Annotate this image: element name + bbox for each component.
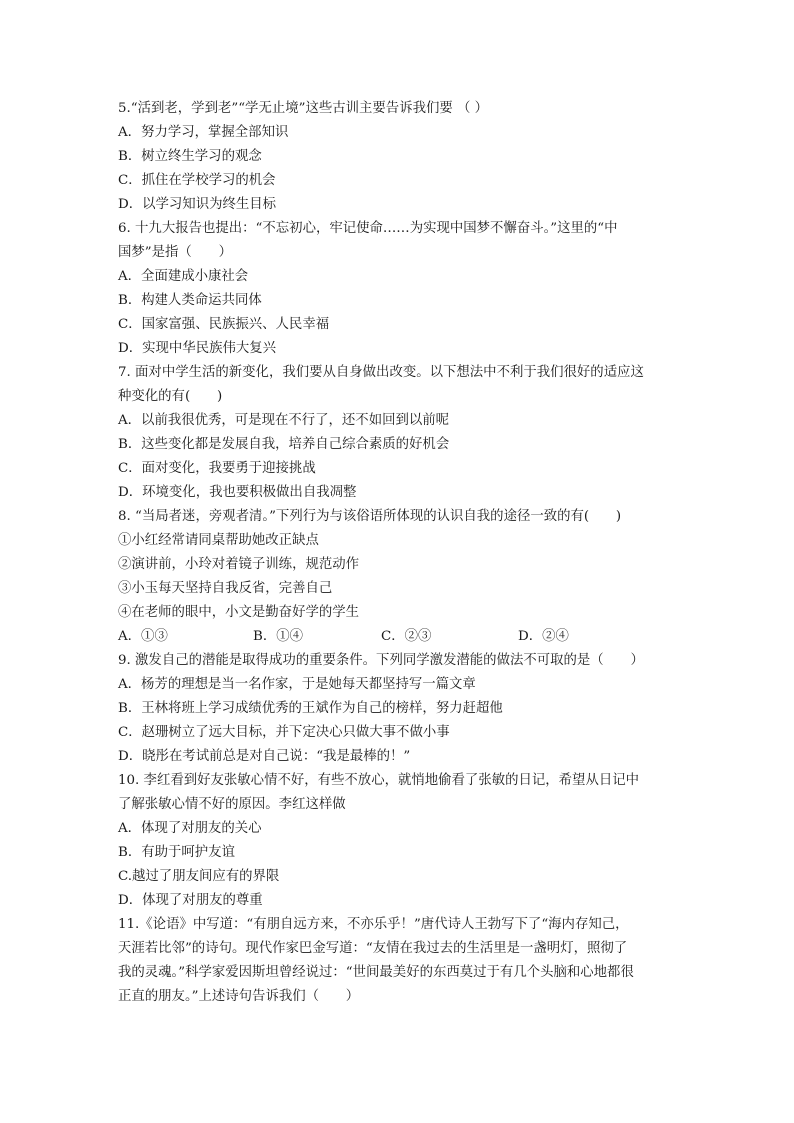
question-5 — [118, 97, 688, 217]
answer-choices-row — [118, 625, 688, 649]
option-b: B．这些变化都是发展自我，培养自己综合素质的好机会 — [118, 437, 450, 452]
question-10 — [118, 769, 688, 913]
question-stem-continued: 我的灵魂。”科学家爱因斯坦曾经说过：“世间最美好的东西莫过于有几个头脑和心地都很 — [118, 965, 634, 980]
option-d: D．以学习知识为终生目标 — [118, 197, 277, 212]
question-stem: 9. 激发自己的潜能是取得成功的重要条件。下列同学激发潜能的做法不可取的是（ ） — [118, 653, 644, 668]
question-list — [118, 97, 688, 1009]
option-c: C．面对变化，我要勇于迎接挑战 — [118, 461, 316, 476]
question-stem-continued: 国梦”是指（ ） — [118, 245, 232, 260]
option-d: D．晓彤在考试前总是对自己说：“我是最棒的！” — [118, 749, 411, 764]
choice-c: C．②③ — [381, 629, 432, 644]
question-stem: 6. 十九大报告也提出：“不忘初心，牢记使命……为实现中国梦不懈奋斗。”这里的“中 — [118, 221, 618, 236]
option-c: C．抓住在学校学习的机会 — [118, 173, 276, 188]
question-stem-continued: 天涯若比邻”的诗句。现代作家巴金写道：“友情在我过去的生活里是一盏明灯，照彻了 — [118, 941, 628, 956]
option-b: B．王林将班上学习成绩优秀的王斌作为自己的榜样，努力赶超他 — [118, 701, 503, 716]
question-6 — [118, 217, 688, 361]
option-d: D．体现了对朋友的尊重 — [118, 893, 263, 908]
option-c: C．赵珊树立了远大目标，并下定决心只做大事不做小事 — [118, 725, 450, 740]
question-stem: 10. 李红看到好友张敏心情不好，有些不放心，就悄地偷看了张敏的日记，希望从日记中 — [118, 773, 640, 788]
option-a: A．全面建成小康社会 — [118, 269, 249, 284]
statement-3: ③小玉每天坚持自我反省，完善自己 — [118, 581, 333, 596]
question-stem-continued: 了解张敏心情不好的原因。李红这样做 — [118, 797, 346, 812]
option-b: B．有助于呵护友谊 — [118, 845, 235, 860]
statement-1: ①小红经常请同桌帮助她改正缺点 — [118, 533, 319, 548]
option-a: A．体现了对朋友的关心 — [118, 821, 262, 836]
question-stem: 7. 面对中学生活的新变化，我们要从自身做出改变。以下想法中不利于我们很好的适应这 — [118, 365, 644, 380]
statement-4: ④在老师的眼中，小文是勤奋好学的学生 — [118, 605, 360, 620]
option-c: C．国家富强、民族振兴、人民幸福 — [118, 317, 330, 332]
option-b: B．树立终生学习的观念 — [118, 149, 262, 164]
question-11 — [118, 913, 688, 1009]
question-stem: 8. “当局者迷，旁观者清。”下列行为与该俗语所体现的认识自我的途径一致的有( ) — [118, 509, 622, 524]
option-d: D．环境变化，我也要积极做出自我凋整 — [118, 485, 357, 500]
choice-d: D．②④ — [518, 629, 569, 644]
question-9 — [118, 649, 688, 769]
option-c: C.越过了朋友间应有的界限 — [118, 869, 280, 884]
option-a: A．努力学习，掌握全部知识 — [118, 125, 289, 140]
choice-a: A．①③ — [118, 629, 168, 644]
question-stem-continued: 种变化的有( ) — [118, 389, 223, 404]
option-a: A．以前我很优秀，可是现在不行了，还不如回到以前呢 — [118, 413, 450, 428]
option-a: A．杨芳的理想是当一名作家，于是她每天都坚持写一篇文章 — [118, 677, 476, 692]
question-7 — [118, 361, 688, 505]
option-b: B．构建人类命运共同体 — [118, 293, 262, 308]
question-stem: 11.《论语》中写道：“有朋自远方来，不亦乐乎！”唐代诗人王勃写下了“海内存知己， — [118, 917, 629, 932]
choice-b: B．①④ — [253, 629, 304, 644]
option-d: D．实现中华民族伟大复兴 — [118, 341, 277, 356]
question-stem-continued: 正直的朋友。”上述诗句告诉我们（ ） — [118, 989, 360, 1004]
question-stem: 5.“活到老，学到老”“学无止境”这些古训主要告诉我们要 （ ） — [118, 101, 489, 116]
statement-2: ②演讲前，小玲对着镜子训练，规范动作 — [118, 557, 360, 572]
question-8 — [118, 505, 688, 649]
